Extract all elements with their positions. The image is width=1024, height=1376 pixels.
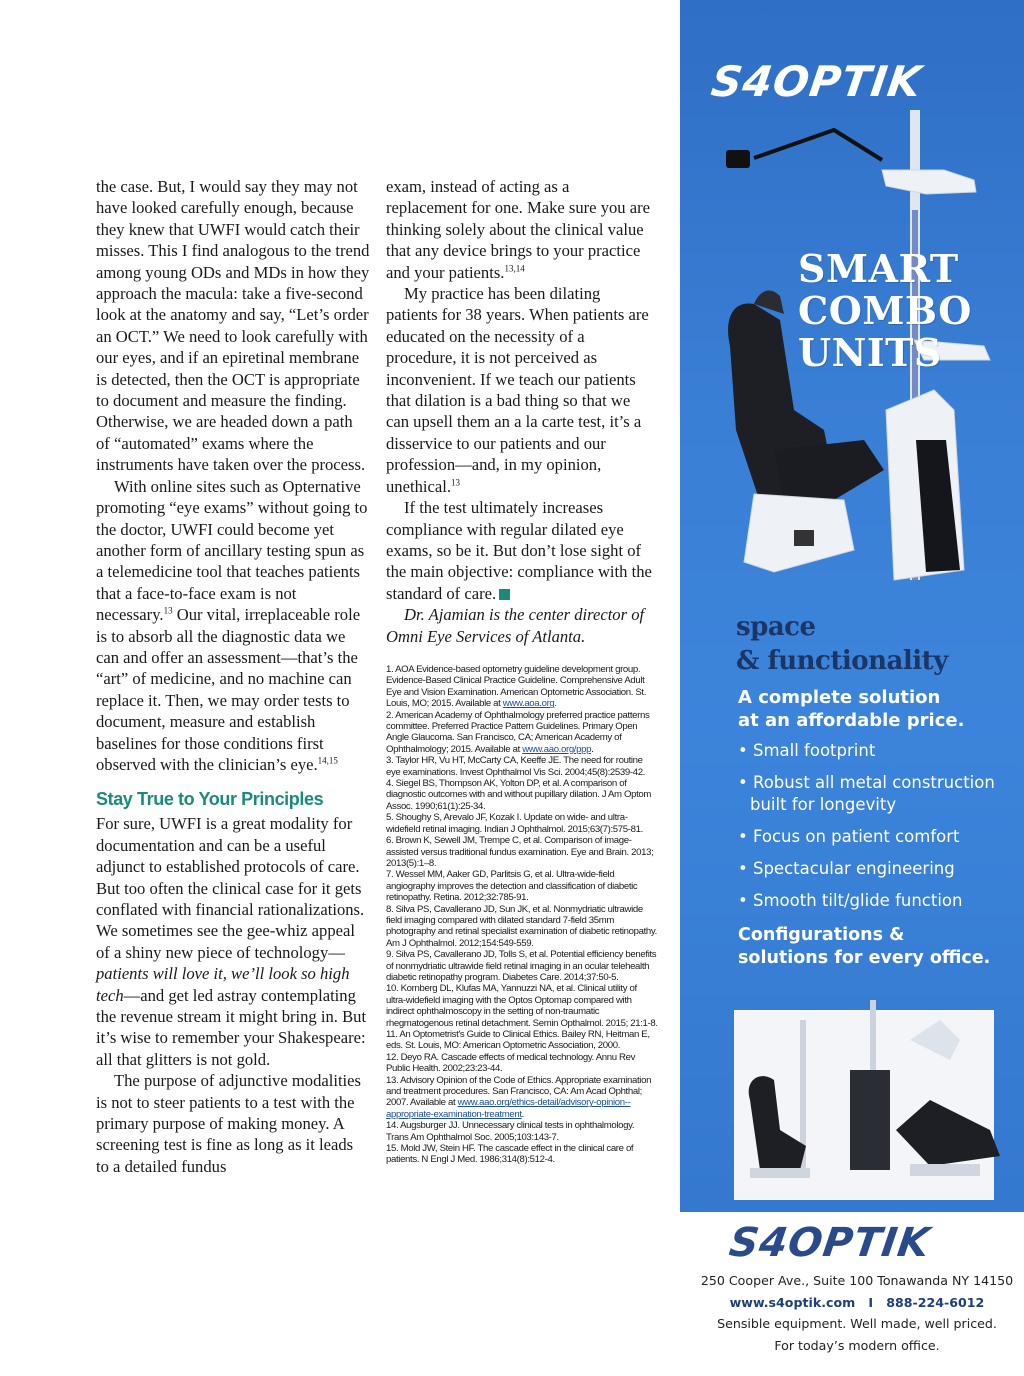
reference-item: 14. Augsburger JJ. Unnecessary clinical tests in ophthalmology. Trans Am Ophthalmol Soc. 2005;103:143-7. (386, 1120, 635, 1143)
feature-item: • Small footprint (738, 741, 876, 760)
s4optik-logo-footer (727, 1218, 993, 1264)
ad-subheadline: A complete solution at an affordable price. (738, 687, 965, 731)
reference-item: 13. Advisory Opinion of the Code of Ethics. Appropriate examination and treatment procedures. San Francisco, CA: Am Acad Ophthal; 2007. Available at www.aao.org/ethics-detail/advisory-opinion--appropriate-examination-treatment. (386, 1074, 652, 1120)
s4optik-logo (709, 58, 1005, 102)
ad-configurations: Configurations & solutions for every office. (738, 925, 991, 968)
phone-number: 888-224-6012 (886, 1294, 985, 1310)
web-phone-line (680, 1292, 1024, 1314)
section-heading: Stay True to Your Principles (96, 789, 324, 810)
ad-blue-panel (680, 0, 1024, 1212)
feature-item: • Spectacular engineering (738, 859, 955, 878)
reference-item: 8. Silva PS, Cavallerano JD, Sun JK, et al. Nonmydriatic ultrawide field imaging compared with dilated standard 7-field 35mm photography and retinal specialist examination of diabetic retinopathy. Am J Ophthalmol. 2012;154:549-559. (386, 903, 657, 949)
paragraph: With online sites such as Opternative promoting “eye exams” without going to the doctor, UWFI could become yet another form of ancillary testing spun as a telemedicine tool that teaches patients that a face-to-face exam is not necessary.$^{13}$ Our vital, irreplaceable role is to absorb all the diagnostic data we can and offer an assessment—that’s the “art” of medicine, and no machine can replace it. Then, we may order tests to document, measure and establish baselines for those conditions first observed with the clinician’s eye.$^{14,15}$ (96, 476, 368, 774)
ad-space-functionality: space & functionality (736, 612, 948, 676)
paragraph: The purpose of adjunctive modalities is not to steer patients to a test with the primary purpose of making money. A screening test is fine as long as it leads to a detailed fundus (96, 1071, 361, 1176)
end-of-article-mark (499, 589, 510, 600)
citation: 14,15 (317, 755, 338, 766)
reference-item: 4. Siegel BS, Thompson AK, Yolton DP, et al. A comparison of diagnostic outcomes with and without pupillary dilation. J Am Optom Assoc. 1990;61(1):25-34. (386, 778, 652, 812)
advertisement (680, 0, 1024, 1376)
paragraph: If the test ultimately increases compliance with regular dilated eye exams, so be it. But don’t lose sight of the main objective: compliance with the standard of care. (386, 498, 652, 603)
website-link[interactable]: www.s4optik.com (729, 1294, 856, 1310)
reference-item: 15. Mold JW, Stein HF. The cascade effect in the clinical care of patients. N Engl J Med. 1986;314(8):512-4. (386, 1143, 634, 1166)
ad-contact-info (680, 1270, 1024, 1356)
reference-item: 12. Deyo RA. Cascade effects of medical technology. Annu Rev Public Health. 2002;23:23-44. (386, 1051, 636, 1075)
reference-item: 9. Silva PS, Cavallerano JD, Tolls S, et al. Potential efficiency benefits of nonmydriatic ultrawide field retinal imaging in an ocular telehealth diabetic retinopathy program. Diabetes Care. 2014;37:50-5. (386, 949, 657, 983)
tagline: For today’s modern office. (774, 1337, 940, 1353)
citation: 13,14 (504, 263, 525, 274)
tagline: Sensible equipment. Well made, well priced. (717, 1316, 997, 1332)
citation: 13 (450, 477, 460, 488)
feature-item: • Robust all metal construction built for longevity (738, 773, 995, 814)
feature-item: • Focus on patient comfort (738, 827, 960, 846)
paragraph: My practice has been dilating patients for 38 years. When patients are educated on the necessity of a procedure, it is not perceived as inconvenient. If we teach our patients that dilation is a bad thing so that we can upsell them an a la carte test, it’s a disservice to our patients and our profession—and, in my opinion, unethical.$^{13}$ (386, 284, 649, 496)
reference-item: 3. Taylor HR, Vu HT, McCarty CA, Keeffe JE. The need for routine eye examinations. Invest Ophthalmol Vis Sci. 2004;45(8):2539-42. (386, 755, 645, 778)
ad-headline: SMART COMBO UNITS (798, 246, 972, 375)
paragraph: the case. But, I would say they may not have looked carefully enough, because they knew that UWFI would catch their misses. This I find analogous to the trend among young ODs and MDs in how they approach the macula: take a five-second look at the anatomy and say, “Let’s order an OCT.” We need to look carefully with our eyes, and if an epiretinal membrane is detected, then the OCT is appropriate to document and measure the finding. Otherwise, we are headed down a path of “automated” exams where the instruments have taken over the process. (96, 177, 370, 475)
reference-item: 2. American Academy of Ophthalmology preferred practice patterns committee. Preferred Practice Pattern Guidelines. Primary Open Angle Glaucoma. San Francisco, CA; American Academy of Ophthalmology; 2015. Available at www.aao.org/ppp. (386, 709, 650, 755)
paragraph: For sure, UWFI is a great modality for documentation and can be a useful adjunct to established protocols of care. But too often the clinical case for it gets conflated with financial rationalizations. We sometimes see the gee-whiz appeal of a shiny new piece of technology—patients will love it, we’ll look so high tech—and get led astray contemplating the revenue stream it might bring in. But it’s wise to remember your Shakespeare: all that glitters is not gold. (96, 814, 367, 1069)
reference-item: 11. An Optometrist's Guide to Clinical Ethics. Bailey RN, Heitman E, eds. St. Louis, MO: American Optometric Association, 2000. (386, 1029, 650, 1052)
reference-link[interactable]: www.aao.org/ppp (522, 743, 592, 755)
reference-item: 7. Wessel MM, Aaker GD, Parlitsis G, et al. Ultra-wide-field angiography improves the detection and classification of diabetic retinopathy. Retina. 2012;32:785-91. (386, 869, 638, 904)
s4optik-logo-mark (727, 1218, 993, 1264)
ad-feature-list (736, 740, 1022, 922)
separator: I (868, 1294, 874, 1310)
s4optik-logo-mark (709, 58, 1005, 104)
chair-lineup-illustration (720, 980, 1020, 1202)
reference-item: 6. Brown K, Sewell JM, Trempe C, et al. Comparison of image-assisted versus traditional fundus examination. Eye and Brain. 2013; 2013(5):1–8. (386, 835, 654, 869)
article-column-1 (96, 176, 370, 1177)
reference-link[interactable]: www.aao.org/ethics-detail/advisory-opinion--appropriate-examination-treatment (386, 1097, 631, 1120)
author-byline: Dr. Ajamian is the center director of Omni Eye Services of Atlanta. (386, 605, 645, 646)
reference-item: 10. Kornberg DL, Klufas MA, Yannuzzi NA, et al. Clinical utility of ultra-widefield imaging with the Optos Optomap compared with indirect ophthalmoscopy in the setting of non-traumatic rhegmatogenous retinal detachment. Semin Opthalmol. 2015; 21:1-8. (386, 983, 658, 1029)
paragraph: exam, instead of acting as a replacement for one. Make sure you are thinking solely about the clinical value that any device brings to your practice and your patients.$^{13,14}$ (386, 177, 650, 282)
reference-item: 1. AOA Evidence-based optometry guideline development group. Evidence-Based Clinical Practice Guideline. Comprehensive Adult Eye and Vision Examination. American Optometric Association. St. Louis, MO; 2015. Available at www.aoa.org. (386, 664, 647, 710)
svg-text:S4OPTIK: S4OPTIK (708, 58, 925, 104)
svg-text:S4OPTIK: S4OPTIK (726, 1220, 934, 1264)
references-list (386, 664, 658, 1166)
feature-item: • Smooth tilt/glide function (738, 891, 963, 910)
citation: 13 (163, 605, 173, 616)
reference-link[interactable]: www.aoa.org (502, 698, 555, 710)
address: 250 Cooper Ave., Suite 100 Tonawanda NY 14150 (700, 1273, 1014, 1288)
article-column-2 (386, 176, 654, 647)
reference-item: 5. Shoughy S, Arevalo JF, Kozak I. Update on wide- and ultra-widefield retinal imaging. Indian J Ophthalmol. 2015;63(7):575-81. (386, 812, 643, 835)
